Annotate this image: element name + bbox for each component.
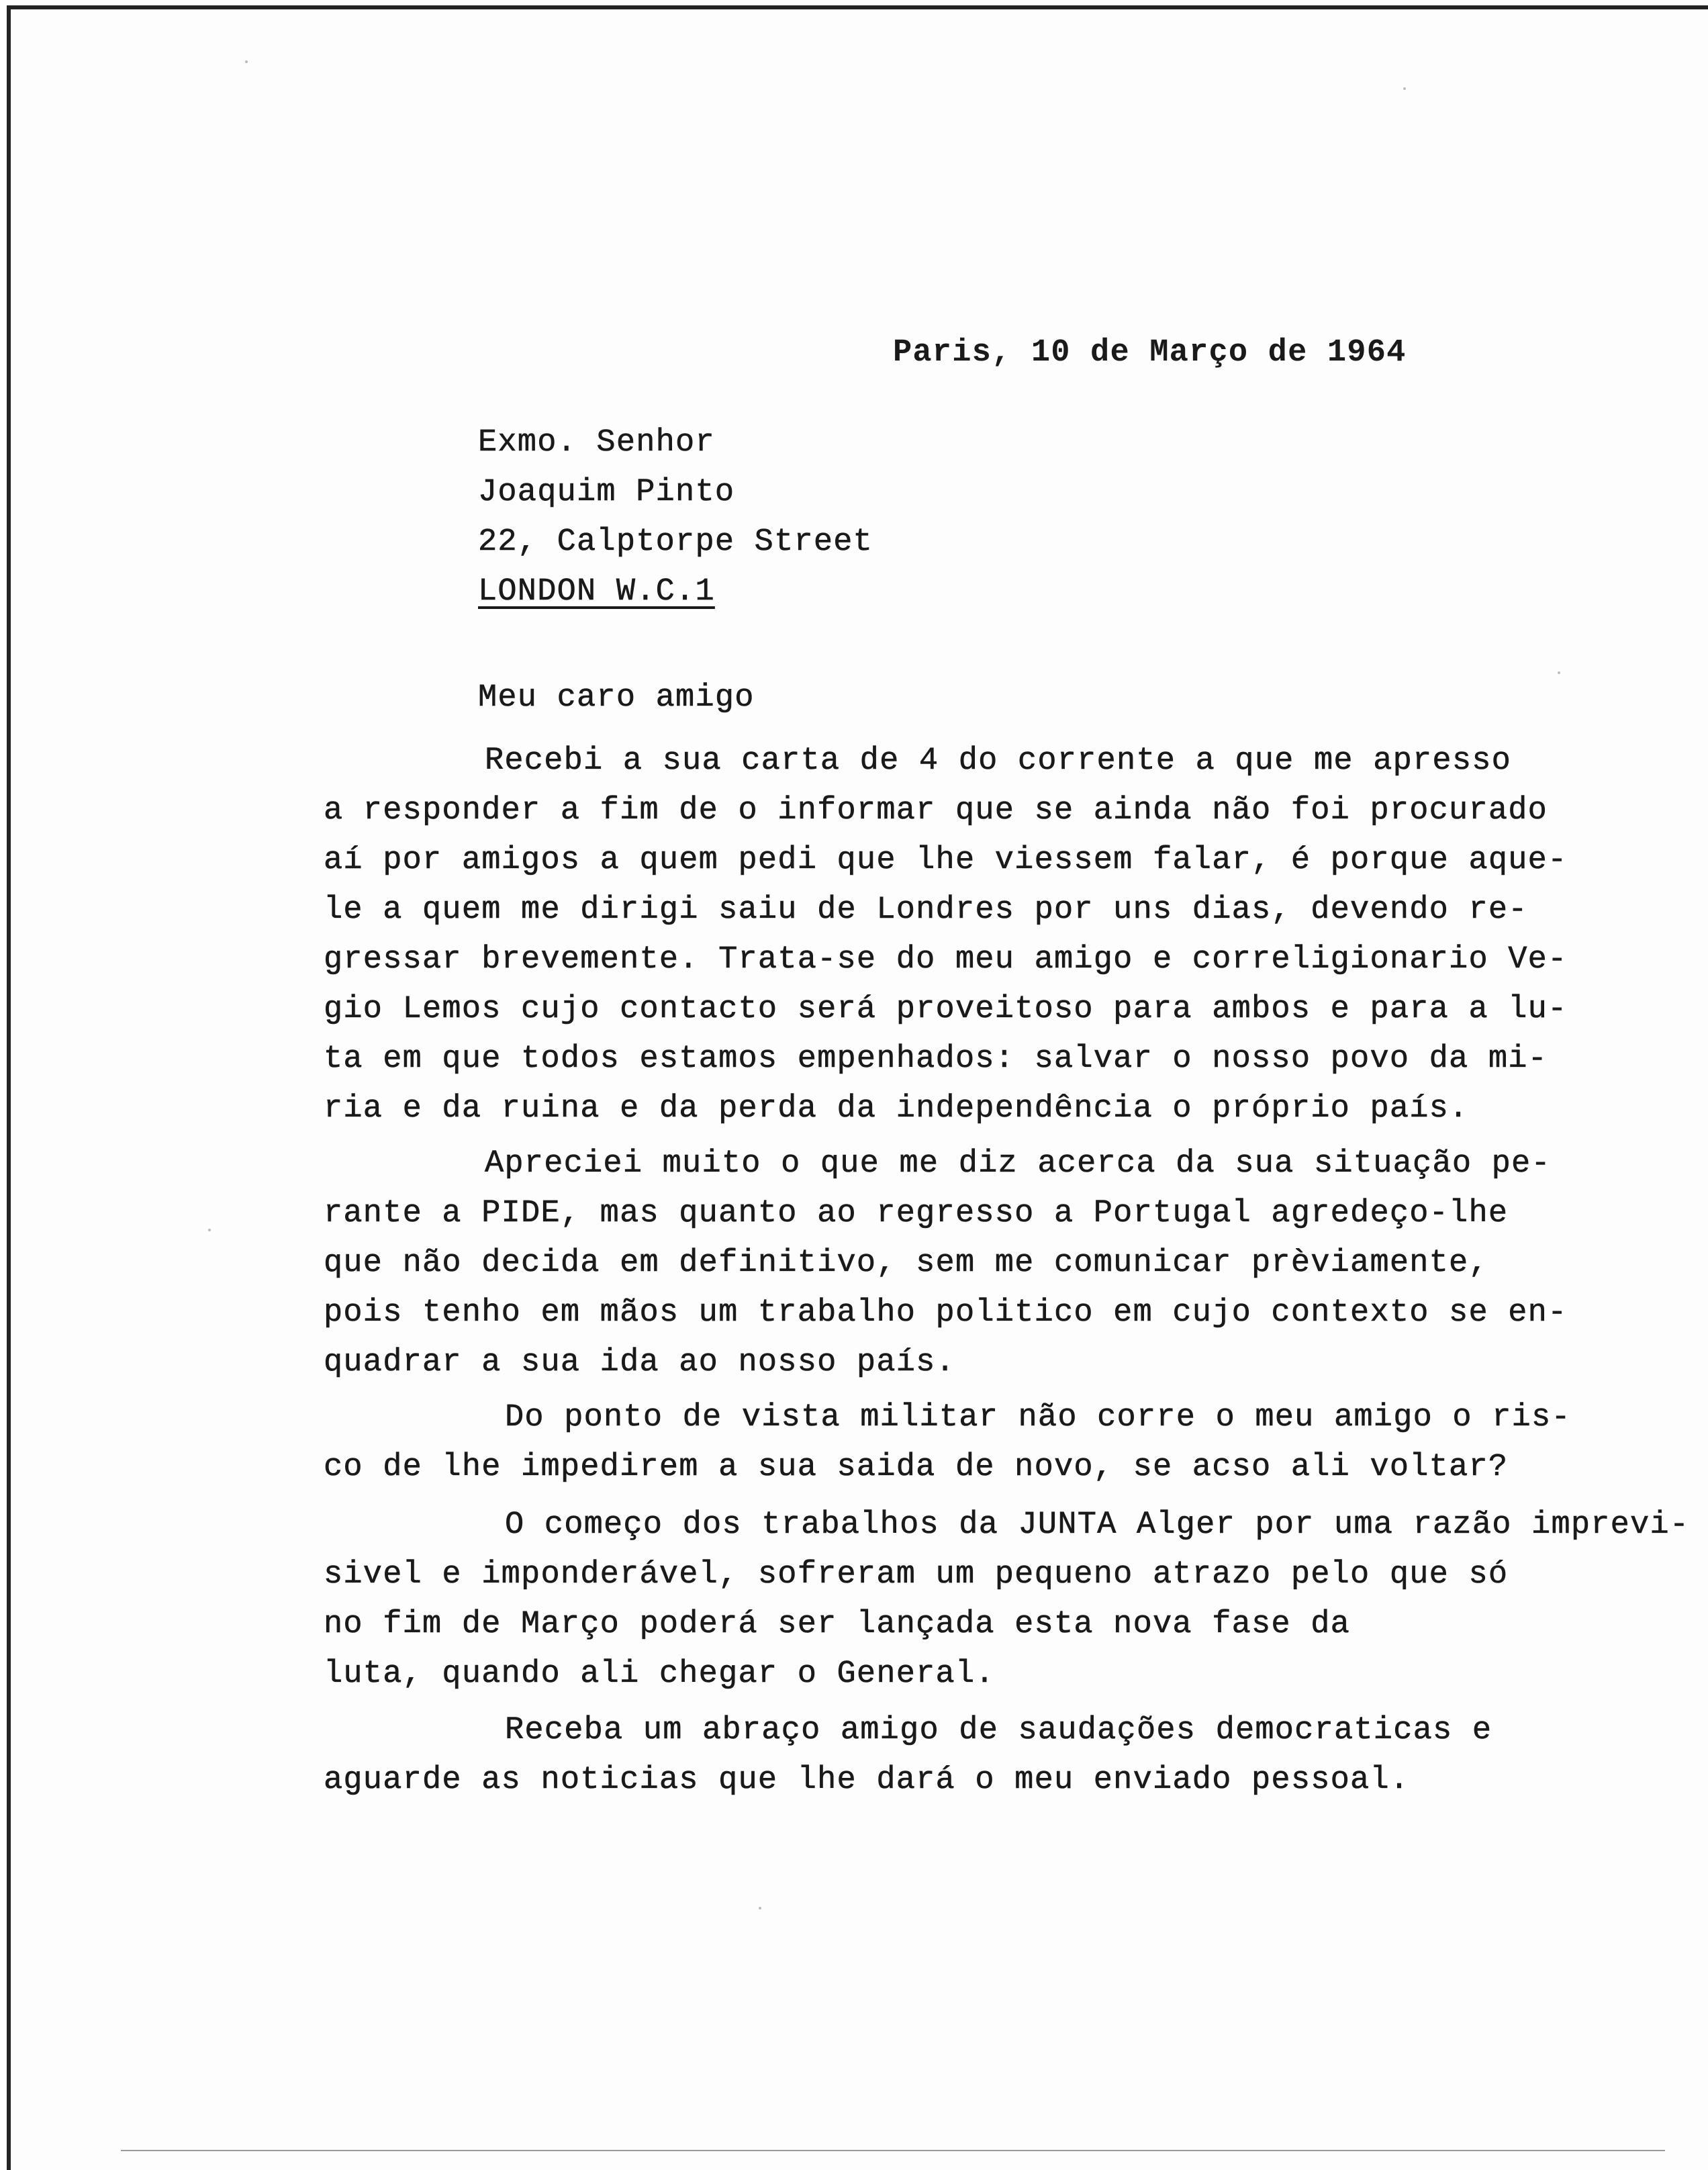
body-line: pois tenho em mãos um trabalho politico em cujo contexto se en- — [324, 1295, 1568, 1331]
address-line-2: Joaquim Pinto — [478, 475, 735, 510]
body-line: co de lhe impedirem a sua saida de novo, se acso ali voltar? — [324, 1450, 1509, 1485]
scan-speck — [208, 1229, 211, 1231]
body-line: Do ponto de vista militar não corre o meu amigo o ris- — [505, 1400, 1571, 1435]
body-line: rante a PIDE, mas quanto ao regresso a Portugal agredeço-lhe — [324, 1196, 1509, 1231]
body-line: Recebi a sua carta de 4 do corrente a que me apresso — [485, 743, 1512, 779]
body-line: aí por amigos a quem pedi que lhe viessem falar, é porque aque- — [324, 843, 1568, 878]
body-line: luta, quando ali chegar o General. — [324, 1656, 995, 1692]
body-line: Apreciei muito o que me diz acerca da sua situação pe- — [485, 1146, 1551, 1182]
body-line: O começo dos trabalhos da JUNTA Alger por uma razão imprevi- — [505, 1507, 1690, 1543]
page-edge-left — [7, 5, 11, 2170]
letter-date: Paris, 10 de Março de 1964 — [893, 335, 1407, 371]
body-line: ta em que todos estamos empenhados: salvar o nosso povo da mi- — [324, 1041, 1548, 1077]
body-line: quadrar a sua ida ao nosso país. — [324, 1345, 955, 1380]
page-edge-top — [7, 5, 1708, 9]
scan-speck — [759, 1907, 761, 1909]
scan-speck — [245, 60, 248, 63]
address-line-1: Exmo. Senhor — [478, 425, 715, 461]
body-line: gressar brevemente. Trata-se do meu amigo e correligionario Ve- — [324, 942, 1568, 978]
body-line: que não decida em definitivo, sem me comunicar prèviamente, — [324, 1245, 1488, 1281]
page-edge-bottom — [121, 2150, 1665, 2151]
body-line: ria e da ruina e da perda da independência o próprio país. — [324, 1091, 1469, 1127]
body-line: aguarde as noticias que lhe dará o meu enviado pessoal. — [324, 1762, 1410, 1798]
body-line: gio Lemos cujo contacto será proveitoso para ambos e para a lu- — [324, 992, 1568, 1027]
address-line-4: LONDON W.C.1 — [478, 574, 715, 610]
body-line: a responder a fim de o informar que se ainda não foi procurado — [324, 793, 1548, 829]
body-line: no fim de Março poderá ser lançada esta nova fase da — [324, 1607, 1351, 1642]
scan-speck — [1558, 671, 1560, 674]
address-line-3: 22, Calptorpe Street — [478, 524, 873, 560]
salutation: Meu caro amigo — [478, 680, 755, 716]
body-line: Receba um abraço amigo de saudações democraticas e — [505, 1713, 1492, 1748]
scan-speck — [1403, 87, 1406, 90]
body-line: le a quem me dirigi saiu de Londres por uns dias, devendo re- — [324, 892, 1528, 928]
body-line: sivel e imponderável, sofreram um pequeno atrazo pelo que só — [324, 1557, 1509, 1593]
